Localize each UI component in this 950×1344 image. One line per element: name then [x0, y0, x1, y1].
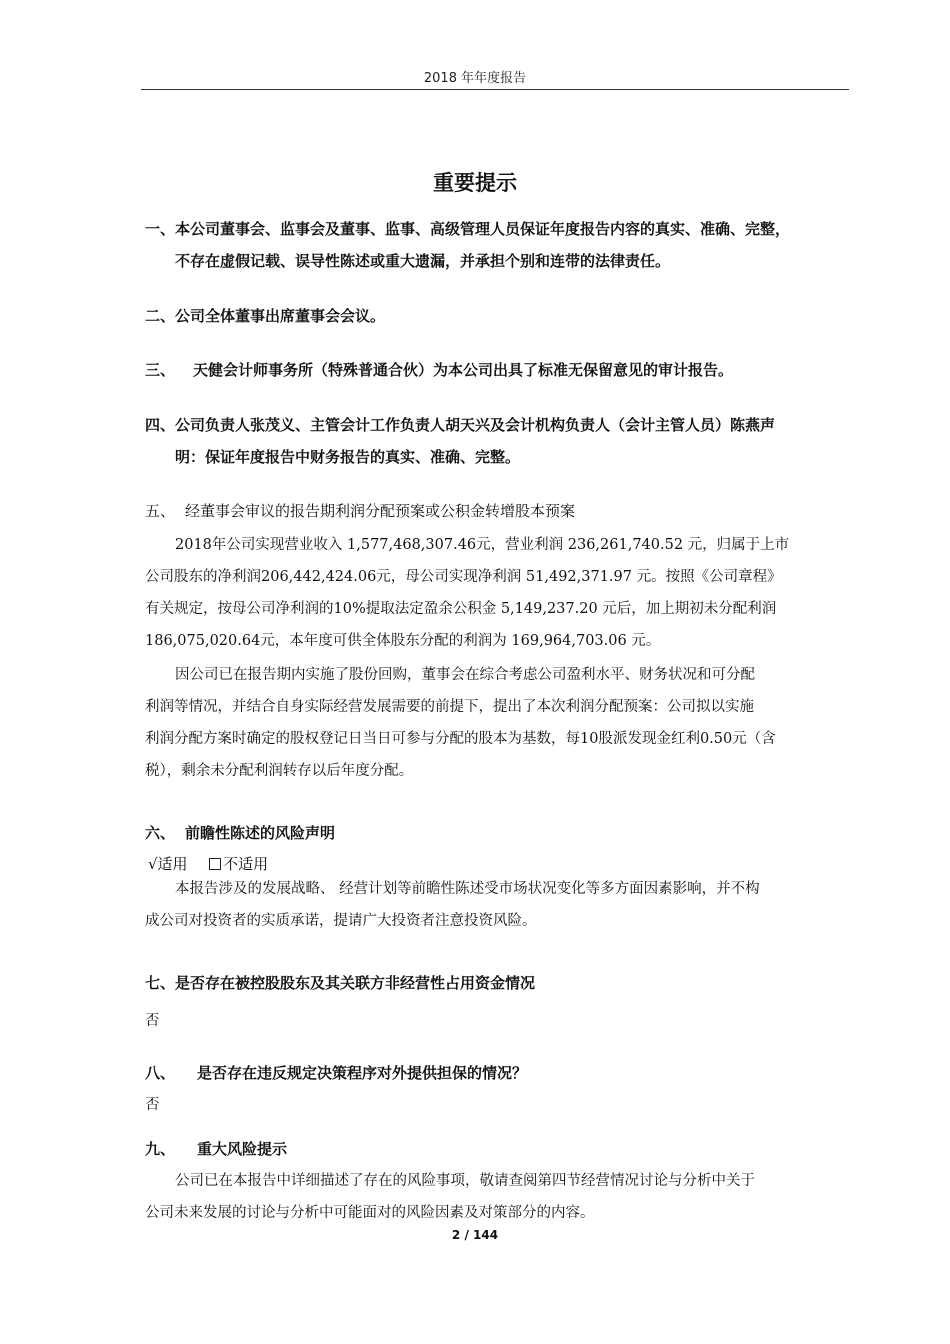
s6-check-row: [148, 854, 268, 874]
s5-p1-line1: 2018年公司实现营业收入 1,577,468,307.46元，营业利润 236,261,740.52 元，归属于上市: [175, 537, 790, 553]
s5-p1-line3: 有关规定，按母公司净利润的10%提取法定盈余公积金 5,149,237.20 元后，加上期初未分配利润: [145, 601, 777, 617]
unchecked-box-icon: [209, 858, 221, 870]
s9-number: 九、: [145, 1140, 176, 1158]
s3-number: 三、: [145, 361, 176, 379]
s5-number: 五、: [145, 502, 176, 520]
s3-text: 天健会计师事务所（特殊普通合伙）为本公司出具了标准无保留意见的审计报告。: [193, 361, 734, 379]
s6-not-applicable: 不适用: [223, 855, 269, 873]
s6-p-line2: 成公司对投资者的实质承诺，提请广大投资者注意投资风险。: [145, 913, 537, 929]
s5-p1-line2: 公司股东的净利润206,442,424.06元，母公司实现净利润 51,492,371.97 元。按照《公司章程》: [145, 569, 782, 585]
s6-p-line1: 本报告涉及的发展战略、 经营计划等前瞻性陈述受市场状况变化等多方面因素影响，并不构: [175, 881, 760, 897]
s6-heading: 前瞻性陈述的风险声明: [185, 824, 336, 842]
page-header: 2018 年年度报告: [423, 71, 527, 86]
s9-p-line2: 公司未来发展的讨论与分析中可能面对的风险因素及对策部分的内容。: [145, 1205, 595, 1221]
s6-applicable-checked: √适用: [148, 855, 188, 873]
page-number: 2 / 144: [451, 1228, 499, 1242]
s7-answer: 否: [145, 1013, 160, 1029]
s5-p2-line1: 因公司已在报告期内实施了股份回购，董事会在综合考虑公司盈利水平、财务状况和可分配: [175, 667, 755, 683]
s5-p1-line4: 186,075,020.64元，本年度可供全体股东分配的利润为 169,964,703.06 元。: [145, 633, 661, 649]
s8-answer: 否: [145, 1097, 160, 1113]
s2-line1: 二、公司全体董事出席董事会会议。: [145, 307, 386, 325]
s1-line2: 不存在虚假记载、误导性陈述或重大遗漏，并承担个别和连带的法律责任。: [175, 252, 671, 270]
s8-number: 八、: [145, 1064, 176, 1082]
s5-p2-line3: 利润分配方案时确定的股权登记日当日可参与分配的股本为基数，每10股派发现金红利0.50元（含: [145, 731, 776, 747]
s5-p2-line2: 利润等情况，并结合自身实际经营发展需要的前提下，提出了本次利润分配预案：公司拟以实施: [145, 699, 754, 715]
s5-heading: 经董事会审议的报告期利润分配预案或公积金转增股本预案: [185, 502, 576, 520]
s4-line1: 四、公司负责人张茂义、主管会计工作负责人胡天兴及会计机构负责人（会计主管人员）陈燕声: [145, 416, 776, 434]
s4-line2: 明：保证年度报告中财务报告的真实、准确、完整。: [175, 448, 521, 466]
s9-heading: 重大风险提示: [197, 1140, 288, 1158]
page-title: 重要提示: [433, 171, 517, 195]
s6-number: 六、: [145, 824, 176, 842]
header-divider: [141, 89, 849, 90]
s5-p2-line4: 税），剩余未分配利润转存以后年度分配。: [145, 763, 414, 779]
s9-p-line1: 公司已在本报告中详细描述了存在的风险事项，敬请查阅第四节经营情况讨论与分析中关于: [175, 1173, 755, 1189]
s8-heading: 是否存在违反规定决策程序对外提供担保的情况？: [197, 1064, 528, 1082]
s7-heading: 七、是否存在被控股股东及其关联方非经营性占用资金情况: [145, 974, 536, 992]
s1-line1: 一、本公司董事会、监事会及董事、监事、高级管理人员保证年度报告内容的真实、准确、完整，: [145, 220, 791, 238]
